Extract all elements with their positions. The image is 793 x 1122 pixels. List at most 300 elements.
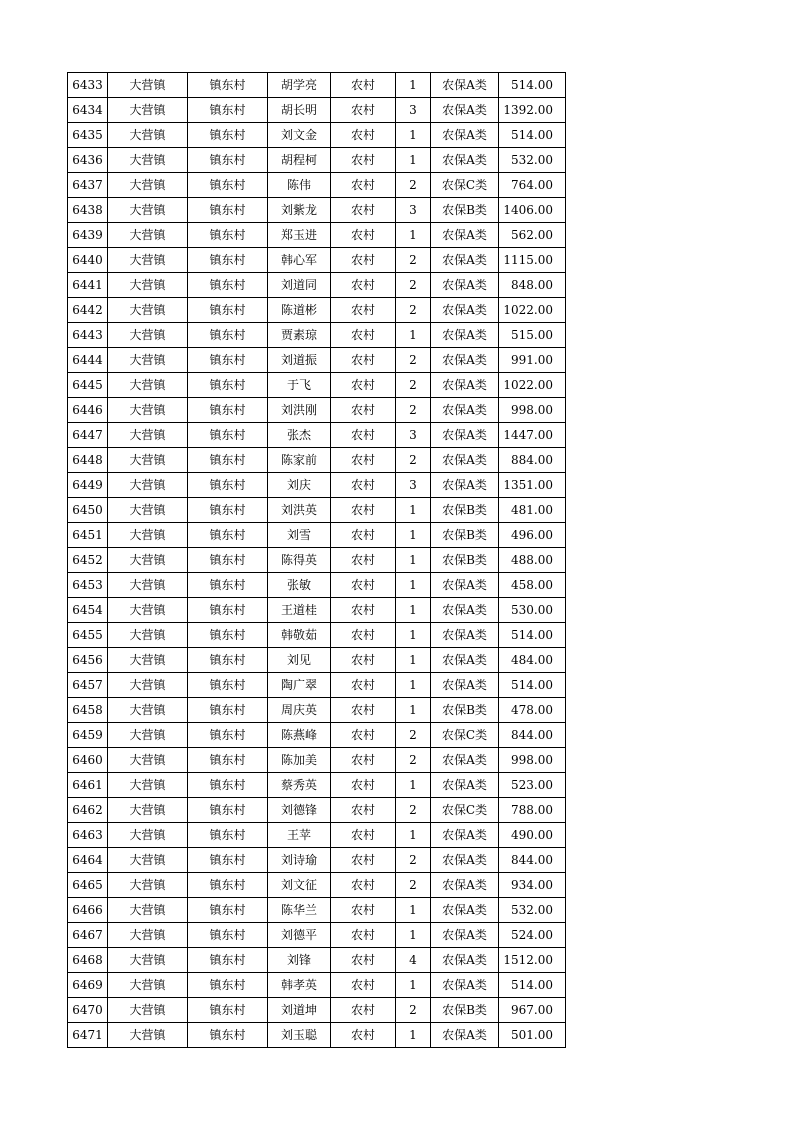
cell-town: 大营镇 — [108, 998, 188, 1023]
cell-insurance-class: 农保B类 — [431, 698, 499, 723]
cell-household-type: 农村 — [331, 823, 396, 848]
cell-row-number: 6441 — [68, 273, 108, 298]
cell-member-count: 3 — [396, 198, 431, 223]
cell-row-number: 6449 — [68, 473, 108, 498]
table-row — [68, 298, 566, 323]
table-body — [68, 73, 566, 1048]
cell-insurance-class: 农保A类 — [431, 248, 499, 273]
cell-row-number: 6436 — [68, 148, 108, 173]
cell-member-count: 1 — [396, 698, 431, 723]
cell-member-count: 1 — [396, 773, 431, 798]
cell-village: 镇东村 — [188, 873, 268, 898]
cell-household-type: 农村 — [331, 173, 396, 198]
cell-insurance-class: 农保A类 — [431, 148, 499, 173]
cell-town: 大营镇 — [108, 373, 188, 398]
cell-town: 大营镇 — [108, 223, 188, 248]
table-row — [68, 823, 566, 848]
cell-row-number: 6445 — [68, 373, 108, 398]
cell-member-count: 2 — [396, 723, 431, 748]
table-row — [68, 223, 566, 248]
cell-name: 刘洪英 — [268, 498, 331, 523]
cell-household-type: 农村 — [331, 1023, 396, 1048]
cell-amount: 848.00 — [499, 273, 566, 298]
cell-town: 大营镇 — [108, 623, 188, 648]
cell-row-number: 6466 — [68, 898, 108, 923]
cell-village: 镇东村 — [188, 148, 268, 173]
cell-household-type: 农村 — [331, 923, 396, 948]
cell-row-number: 6465 — [68, 873, 108, 898]
cell-name: 刘道同 — [268, 273, 331, 298]
cell-name: 刘文金 — [268, 123, 331, 148]
cell-row-number: 6464 — [68, 848, 108, 873]
table-row — [68, 173, 566, 198]
cell-insurance-class: 农保A类 — [431, 448, 499, 473]
cell-member-count: 2 — [396, 348, 431, 373]
cell-row-number: 6467 — [68, 923, 108, 948]
cell-town: 大营镇 — [108, 798, 188, 823]
cell-row-number: 6452 — [68, 548, 108, 573]
cell-member-count: 1 — [396, 323, 431, 348]
cell-village: 镇东村 — [188, 598, 268, 623]
cell-insurance-class: 农保A类 — [431, 648, 499, 673]
cell-amount: 490.00 — [499, 823, 566, 848]
cell-village: 镇东村 — [188, 998, 268, 1023]
cell-member-count: 2 — [396, 848, 431, 873]
cell-village: 镇东村 — [188, 798, 268, 823]
cell-town: 大营镇 — [108, 573, 188, 598]
cell-village: 镇东村 — [188, 898, 268, 923]
cell-insurance-class: 农保A类 — [431, 598, 499, 623]
cell-village: 镇东村 — [188, 523, 268, 548]
cell-town: 大营镇 — [108, 123, 188, 148]
cell-name: 刘道振 — [268, 348, 331, 373]
cell-name: 刘洪刚 — [268, 398, 331, 423]
table-row — [68, 623, 566, 648]
cell-amount: 488.00 — [499, 548, 566, 573]
cell-row-number: 6454 — [68, 598, 108, 623]
cell-village: 镇东村 — [188, 223, 268, 248]
table-row — [68, 348, 566, 373]
cell-row-number: 6453 — [68, 573, 108, 598]
cell-household-type: 农村 — [331, 273, 396, 298]
cell-town: 大营镇 — [108, 248, 188, 273]
cell-amount: 1406.00 — [499, 198, 566, 223]
cell-household-type: 农村 — [331, 673, 396, 698]
cell-household-type: 农村 — [331, 598, 396, 623]
cell-name: 刘诗瑜 — [268, 848, 331, 873]
cell-name: 刘道坤 — [268, 998, 331, 1023]
cell-household-type: 农村 — [331, 998, 396, 1023]
cell-insurance-class: 农保A类 — [431, 1023, 499, 1048]
cell-amount: 501.00 — [499, 1023, 566, 1048]
cell-town: 大营镇 — [108, 98, 188, 123]
table-row — [68, 1023, 566, 1048]
cell-household-type: 农村 — [331, 523, 396, 548]
table-row — [68, 523, 566, 548]
cell-town: 大营镇 — [108, 848, 188, 873]
cell-town: 大营镇 — [108, 948, 188, 973]
cell-village: 镇东村 — [188, 848, 268, 873]
cell-household-type: 农村 — [331, 373, 396, 398]
cell-insurance-class: 农保A类 — [431, 323, 499, 348]
cell-insurance-class: 农保A类 — [431, 373, 499, 398]
cell-amount: 481.00 — [499, 498, 566, 523]
cell-name: 韩敬茹 — [268, 623, 331, 648]
cell-insurance-class: 农保A类 — [431, 973, 499, 998]
cell-insurance-class: 农保B类 — [431, 548, 499, 573]
cell-row-number: 6450 — [68, 498, 108, 523]
table-row — [68, 773, 566, 798]
cell-amount: 998.00 — [499, 398, 566, 423]
cell-household-type: 农村 — [331, 723, 396, 748]
cell-member-count: 3 — [396, 423, 431, 448]
cell-member-count: 2 — [396, 373, 431, 398]
cell-name: 于飞 — [268, 373, 331, 398]
cell-member-count: 2 — [396, 173, 431, 198]
cell-name: 陈伟 — [268, 173, 331, 198]
cell-name: 刘紫龙 — [268, 198, 331, 223]
cell-name: 张杰 — [268, 423, 331, 448]
cell-insurance-class: 农保B类 — [431, 998, 499, 1023]
cell-member-count: 1 — [396, 673, 431, 698]
cell-amount: 514.00 — [499, 123, 566, 148]
cell-town: 大营镇 — [108, 973, 188, 998]
cell-member-count: 2 — [396, 873, 431, 898]
cell-household-type: 农村 — [331, 498, 396, 523]
table-row — [68, 573, 566, 598]
cell-village: 镇东村 — [188, 698, 268, 723]
cell-insurance-class: 农保A类 — [431, 848, 499, 873]
cell-town: 大营镇 — [108, 673, 188, 698]
cell-amount: 1392.00 — [499, 98, 566, 123]
cell-amount: 458.00 — [499, 573, 566, 598]
cell-village: 镇东村 — [188, 973, 268, 998]
cell-member-count: 2 — [396, 298, 431, 323]
cell-insurance-class: 农保A类 — [431, 473, 499, 498]
cell-village: 镇东村 — [188, 923, 268, 948]
cell-town: 大营镇 — [108, 523, 188, 548]
cell-village: 镇东村 — [188, 573, 268, 598]
cell-row-number: 6435 — [68, 123, 108, 148]
cell-name: 陈燕峰 — [268, 723, 331, 748]
cell-member-count: 2 — [396, 398, 431, 423]
cell-row-number: 6459 — [68, 723, 108, 748]
cell-town: 大营镇 — [108, 148, 188, 173]
cell-insurance-class: 农保A类 — [431, 623, 499, 648]
data-table — [67, 72, 566, 1048]
cell-town: 大营镇 — [108, 898, 188, 923]
cell-name: 刘德锋 — [268, 798, 331, 823]
cell-row-number: 6470 — [68, 998, 108, 1023]
cell-member-count: 1 — [396, 823, 431, 848]
cell-row-number: 6471 — [68, 1023, 108, 1048]
cell-member-count: 2 — [396, 248, 431, 273]
cell-insurance-class: 农保B类 — [431, 198, 499, 223]
cell-row-number: 6433 — [68, 73, 108, 98]
table-row — [68, 648, 566, 673]
cell-town: 大营镇 — [108, 173, 188, 198]
cell-insurance-class: 农保C类 — [431, 173, 499, 198]
cell-amount: 515.00 — [499, 323, 566, 348]
cell-member-count: 1 — [396, 223, 431, 248]
cell-household-type: 农村 — [331, 848, 396, 873]
cell-amount: 844.00 — [499, 848, 566, 873]
table-row — [68, 273, 566, 298]
cell-name: 刘锋 — [268, 948, 331, 973]
table-row — [68, 373, 566, 398]
cell-insurance-class: 农保A类 — [431, 673, 499, 698]
cell-amount: 1022.00 — [499, 298, 566, 323]
cell-town: 大营镇 — [108, 323, 188, 348]
table-row — [68, 873, 566, 898]
cell-row-number: 6437 — [68, 173, 108, 198]
cell-row-number: 6458 — [68, 698, 108, 723]
cell-row-number: 6462 — [68, 798, 108, 823]
cell-amount: 884.00 — [499, 448, 566, 473]
table-row — [68, 973, 566, 998]
cell-member-count: 2 — [396, 273, 431, 298]
cell-amount: 530.00 — [499, 598, 566, 623]
cell-village: 镇东村 — [188, 748, 268, 773]
cell-row-number: 6457 — [68, 673, 108, 698]
cell-town: 大营镇 — [108, 748, 188, 773]
cell-village: 镇东村 — [188, 298, 268, 323]
cell-household-type: 农村 — [331, 748, 396, 773]
cell-row-number: 6444 — [68, 348, 108, 373]
cell-member-count: 3 — [396, 473, 431, 498]
cell-name: 刘雪 — [268, 523, 331, 548]
cell-town: 大营镇 — [108, 773, 188, 798]
cell-amount: 788.00 — [499, 798, 566, 823]
cell-amount: 1115.00 — [499, 248, 566, 273]
cell-insurance-class: 农保A类 — [431, 423, 499, 448]
cell-insurance-class: 农保A类 — [431, 748, 499, 773]
cell-household-type: 农村 — [331, 948, 396, 973]
cell-name: 刘见 — [268, 648, 331, 673]
cell-village: 镇东村 — [188, 723, 268, 748]
cell-insurance-class: 农保A类 — [431, 873, 499, 898]
cell-amount: 524.00 — [499, 923, 566, 948]
cell-insurance-class: 农保A类 — [431, 398, 499, 423]
cell-village: 镇东村 — [188, 123, 268, 148]
table-row — [68, 473, 566, 498]
cell-household-type: 农村 — [331, 798, 396, 823]
cell-household-type: 农村 — [331, 623, 396, 648]
cell-name: 刘文征 — [268, 873, 331, 898]
cell-amount: 478.00 — [499, 698, 566, 723]
cell-row-number: 6460 — [68, 748, 108, 773]
cell-amount: 484.00 — [499, 648, 566, 673]
cell-name: 韩心军 — [268, 248, 331, 273]
cell-household-type: 农村 — [331, 873, 396, 898]
cell-row-number: 6463 — [68, 823, 108, 848]
cell-insurance-class: 农保A类 — [431, 123, 499, 148]
cell-member-count: 3 — [396, 98, 431, 123]
cell-name: 陈华兰 — [268, 898, 331, 923]
cell-insurance-class: 农保A类 — [431, 223, 499, 248]
cell-row-number: 6461 — [68, 773, 108, 798]
cell-village: 镇东村 — [188, 823, 268, 848]
cell-row-number: 6438 — [68, 198, 108, 223]
cell-town: 大营镇 — [108, 698, 188, 723]
cell-name: 胡学亮 — [268, 73, 331, 98]
cell-name: 贾素琼 — [268, 323, 331, 348]
cell-town: 大营镇 — [108, 648, 188, 673]
cell-row-number: 6448 — [68, 448, 108, 473]
cell-household-type: 农村 — [331, 898, 396, 923]
table-row — [68, 923, 566, 948]
cell-amount: 934.00 — [499, 873, 566, 898]
data-sheet — [67, 72, 566, 1048]
cell-amount: 844.00 — [499, 723, 566, 748]
cell-insurance-class: 农保A类 — [431, 73, 499, 98]
cell-household-type: 农村 — [331, 73, 396, 98]
table-row — [68, 498, 566, 523]
cell-village: 镇东村 — [188, 348, 268, 373]
cell-town: 大营镇 — [108, 598, 188, 623]
table-row — [68, 423, 566, 448]
cell-row-number: 6440 — [68, 248, 108, 273]
cell-insurance-class: 农保A类 — [431, 298, 499, 323]
cell-town: 大营镇 — [108, 873, 188, 898]
table-row — [68, 323, 566, 348]
cell-member-count: 1 — [396, 73, 431, 98]
cell-household-type: 农村 — [331, 248, 396, 273]
cell-village: 镇东村 — [188, 73, 268, 98]
cell-member-count: 1 — [396, 898, 431, 923]
cell-town: 大营镇 — [108, 198, 188, 223]
cell-household-type: 农村 — [331, 123, 396, 148]
table-row — [68, 698, 566, 723]
table-row — [68, 673, 566, 698]
cell-member-count: 4 — [396, 948, 431, 973]
cell-row-number: 6446 — [68, 398, 108, 423]
cell-name: 王苹 — [268, 823, 331, 848]
cell-name: 陈得英 — [268, 548, 331, 573]
cell-household-type: 农村 — [331, 98, 396, 123]
cell-row-number: 6434 — [68, 98, 108, 123]
cell-name: 张敏 — [268, 573, 331, 598]
cell-village: 镇东村 — [188, 173, 268, 198]
table-row — [68, 748, 566, 773]
cell-village: 镇东村 — [188, 673, 268, 698]
cell-insurance-class: 农保A类 — [431, 573, 499, 598]
cell-name: 陈家前 — [268, 448, 331, 473]
cell-village: 镇东村 — [188, 648, 268, 673]
table-row — [68, 123, 566, 148]
cell-insurance-class: 农保B类 — [431, 523, 499, 548]
cell-amount: 764.00 — [499, 173, 566, 198]
cell-name: 刘玉聪 — [268, 1023, 331, 1048]
cell-town: 大营镇 — [108, 398, 188, 423]
cell-member-count: 1 — [396, 498, 431, 523]
cell-member-count: 1 — [396, 1023, 431, 1048]
cell-town: 大营镇 — [108, 473, 188, 498]
cell-household-type: 农村 — [331, 648, 396, 673]
cell-amount: 514.00 — [499, 73, 566, 98]
cell-member-count: 1 — [396, 573, 431, 598]
cell-household-type: 农村 — [331, 448, 396, 473]
cell-row-number: 6447 — [68, 423, 108, 448]
cell-member-count: 2 — [396, 748, 431, 773]
cell-name: 刘庆 — [268, 473, 331, 498]
cell-member-count: 1 — [396, 548, 431, 573]
cell-amount: 514.00 — [499, 673, 566, 698]
cell-amount: 496.00 — [499, 523, 566, 548]
cell-name: 周庆英 — [268, 698, 331, 723]
cell-row-number: 6468 — [68, 948, 108, 973]
table-row — [68, 548, 566, 573]
cell-amount: 532.00 — [499, 148, 566, 173]
cell-amount: 562.00 — [499, 223, 566, 248]
cell-household-type: 农村 — [331, 223, 396, 248]
cell-household-type: 农村 — [331, 423, 396, 448]
cell-town: 大营镇 — [108, 723, 188, 748]
table-row — [68, 73, 566, 98]
cell-household-type: 农村 — [331, 398, 396, 423]
cell-household-type: 农村 — [331, 348, 396, 373]
cell-amount: 1447.00 — [499, 423, 566, 448]
cell-village: 镇东村 — [188, 473, 268, 498]
cell-household-type: 农村 — [331, 573, 396, 598]
cell-row-number: 6439 — [68, 223, 108, 248]
cell-town: 大营镇 — [108, 448, 188, 473]
cell-name: 陶广翠 — [268, 673, 331, 698]
cell-town: 大营镇 — [108, 823, 188, 848]
cell-amount: 967.00 — [499, 998, 566, 1023]
cell-amount: 532.00 — [499, 898, 566, 923]
cell-member-count: 2 — [396, 448, 431, 473]
cell-village: 镇东村 — [188, 773, 268, 798]
table-row — [68, 798, 566, 823]
table-row — [68, 448, 566, 473]
cell-household-type: 农村 — [331, 548, 396, 573]
cell-insurance-class: 农保A类 — [431, 923, 499, 948]
cell-town: 大营镇 — [108, 73, 188, 98]
cell-town: 大营镇 — [108, 348, 188, 373]
cell-village: 镇东村 — [188, 98, 268, 123]
table-row — [68, 598, 566, 623]
cell-insurance-class: 农保A类 — [431, 273, 499, 298]
table-row — [68, 998, 566, 1023]
cell-name: 郑玉进 — [268, 223, 331, 248]
cell-household-type: 农村 — [331, 148, 396, 173]
cell-household-type: 农村 — [331, 698, 396, 723]
cell-village: 镇东村 — [188, 498, 268, 523]
cell-town: 大营镇 — [108, 298, 188, 323]
cell-name: 胡程柯 — [268, 148, 331, 173]
table-row — [68, 723, 566, 748]
cell-town: 大营镇 — [108, 423, 188, 448]
cell-member-count: 1 — [396, 648, 431, 673]
cell-insurance-class: 农保A类 — [431, 98, 499, 123]
cell-amount: 1351.00 — [499, 473, 566, 498]
cell-amount: 1512.00 — [499, 948, 566, 973]
cell-village: 镇东村 — [188, 623, 268, 648]
cell-member-count: 1 — [396, 598, 431, 623]
cell-household-type: 农村 — [331, 323, 396, 348]
cell-village: 镇东村 — [188, 273, 268, 298]
cell-town: 大营镇 — [108, 1023, 188, 1048]
table-row — [68, 948, 566, 973]
cell-member-count: 2 — [396, 798, 431, 823]
cell-town: 大营镇 — [108, 548, 188, 573]
table-row — [68, 198, 566, 223]
cell-member-count: 1 — [396, 523, 431, 548]
cell-insurance-class: 农保B类 — [431, 498, 499, 523]
cell-household-type: 农村 — [331, 473, 396, 498]
cell-insurance-class: 农保A类 — [431, 348, 499, 373]
